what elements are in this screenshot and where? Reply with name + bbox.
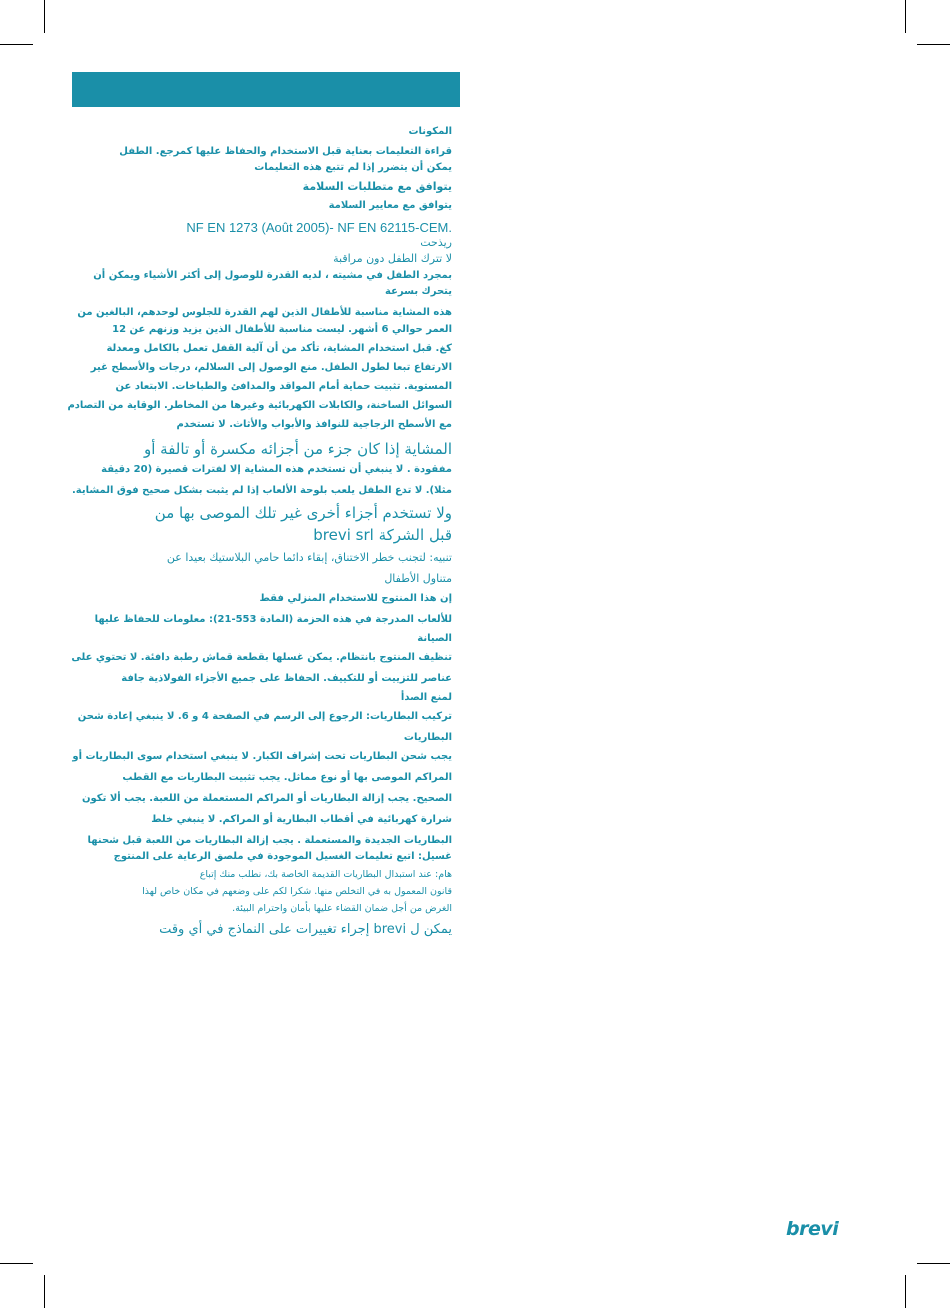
brevi-logo (786, 1218, 858, 1238)
logo-text: brevi (786, 1218, 839, 1240)
header-band (72, 72, 460, 107)
text-line: السوائل الساخنة، والكابلات الكهربائية وغيرها من المخاطر. الوقاية من التصادم (67, 400, 452, 411)
text-line: يجب شحن البطاريات تحت إشراف الكبار. لا ينبغي استخدام سوى البطاريات أو (72, 751, 452, 762)
crop-mark (44, 1275, 45, 1308)
text-line: مثلا). لا تدع الطفل يلعب بلوحة الألعاب إذا لم يثبت بشكل صحيح فوق المشاية. (72, 485, 452, 496)
text-line: يتحرك بسرعة (385, 286, 452, 297)
crop-mark (0, 44, 33, 45)
text-line: هذه المشاية مناسبة للأطفال الذين لهم القدرة للجلوس لوحدهم، البالغين من (77, 307, 452, 318)
text-line: متناول الأطفال (384, 572, 452, 585)
text-line: لا تترك الطفل دون مراقبة (333, 252, 452, 265)
crop-mark (0, 1263, 33, 1264)
standard-reference: NF EN 1273 (Août 2005)- NF EN 62115-CEM. (186, 220, 452, 235)
crop-mark (44, 0, 45, 33)
text-line: مفقودة . لا ينبغي أن تستخدم هذه المشاية إلا لفترات قصيرة (20 دقيقة (101, 464, 452, 475)
text-line: ريذحت (420, 236, 452, 249)
text-line: كغ. قبل استخدام المشاية، تأكد من أن آلية القفل تعمل بالكامل ومعدلة (106, 343, 452, 354)
text-line: هام: عند استبدال البطاريات القديمة الخاصة بك، نطلب منك إتباع (199, 869, 452, 880)
section-heading: المكونات (408, 126, 452, 137)
text-line: العمر حوالي 6 أشهر. ليست مناسبة للأطفال الذين يزيد وزنهم عن 12 (112, 324, 452, 335)
text-line: البطاريات (403, 732, 452, 743)
crop-mark (917, 44, 950, 45)
text-line: عناصر للتزييت أو للتكييف. الحفاظ على جميع الأجزاء الفولاذية جافة (121, 673, 452, 684)
text-line: الغرض من أجل ضمان القضاء عليها بأمان واحترام البيئة. (232, 903, 452, 914)
text-line: المشاية إذا كان جزء من أجزائه مكسرة أو تالفة أو (144, 440, 452, 458)
text-line: تنظيف المنتوج بانتظام. يمكن غسلها بقطعة قماش رطبة دافئة. لا تحتوي على (71, 652, 452, 663)
text-line: قبل الشركة brevi srl (313, 526, 452, 544)
text-line: يمكن ل brevi إجراء تغييرات على النماذج في أي وقت (159, 922, 452, 937)
text-line: المستوية. تثبيت حماية أمام المواقد والمدافئ والطباخات. الابتعاد عن (115, 381, 452, 392)
instructions-text (67, 126, 452, 942)
text-line: يتوافق مع معايير السلامة (328, 200, 452, 211)
text-line: المراكم الموصى بها أو نوع مماثل. يجب تثبيت البطاريات مع القطب (122, 772, 452, 783)
text-line: تنبيه: لتجنب خطر الاختناق، إبقاء دائما حامي البلاستيك بعيدا عن (166, 551, 452, 564)
text-line: البطاريات الجديدة والمستعملة . يجب إزالة البطاريات من اللعبة قبل شحنها (87, 835, 452, 846)
text-line: تركيب البطاريات: الرجوع إلى الرسم في الصفحة 4 و 6. لا ينبغي إعادة شحن (77, 711, 452, 722)
crop-mark (917, 1263, 950, 1264)
text-line: غسيل: اتبع تعليمات الغسيل الموجودة في ملصق الرعاية على المنتوج (113, 851, 452, 862)
text-line: شرارة كهربائية في أقطاب البطارية أو المراكم. لا ينبغي خلط (151, 814, 452, 825)
text-line: قراءة التعليمات بعناية قبل الاستخدام والحفاظ عليها كمرجع. الطفل (119, 146, 452, 157)
text-line: إن هذا المنتوج للاستخدام المنزلي فقط (259, 593, 452, 604)
text-line: الارتفاع تبعا لطول الطفل. منع الوصول إلى السلالم، درجات والأسطح غير (90, 362, 452, 373)
text-line: ولا تستخدم أجزاء أخرى غير تلك الموصى بها من (154, 504, 452, 522)
text-line: بمجرد الطفل في مشيته ، لديه القدرة للوصول إلى أكثر الأشياء ويمكن أن (93, 270, 452, 281)
text-line: يمكن أن يتضرر إذا لم تتبع هذه التعليمات (254, 162, 452, 173)
text-line: للألعاب المدرجة في هذه الحزمة (المادة 553-21): معلومات للحفاظ عليها (94, 614, 452, 625)
text-line: الصحيح. يجب إزالة البطاريات أو المراكم المستعملة من اللعبة. يجب ألا تكون (82, 793, 452, 804)
text-line: مع الأسطح الزجاجية للنوافذ والأبواب والأثاث. لا تستخدم (176, 419, 452, 430)
text-line: الصيانة (417, 633, 452, 644)
crop-mark (905, 1275, 906, 1308)
text-line: قانون المعمول به في التخلص منها. شكرا لكم على وضعهم في مكان خاص لهذا (142, 886, 452, 897)
text-line: يتوافق مع متطلبات السلامة (302, 180, 452, 193)
crop-mark (905, 0, 906, 33)
text-line: لمنع الصدأ (400, 692, 452, 703)
